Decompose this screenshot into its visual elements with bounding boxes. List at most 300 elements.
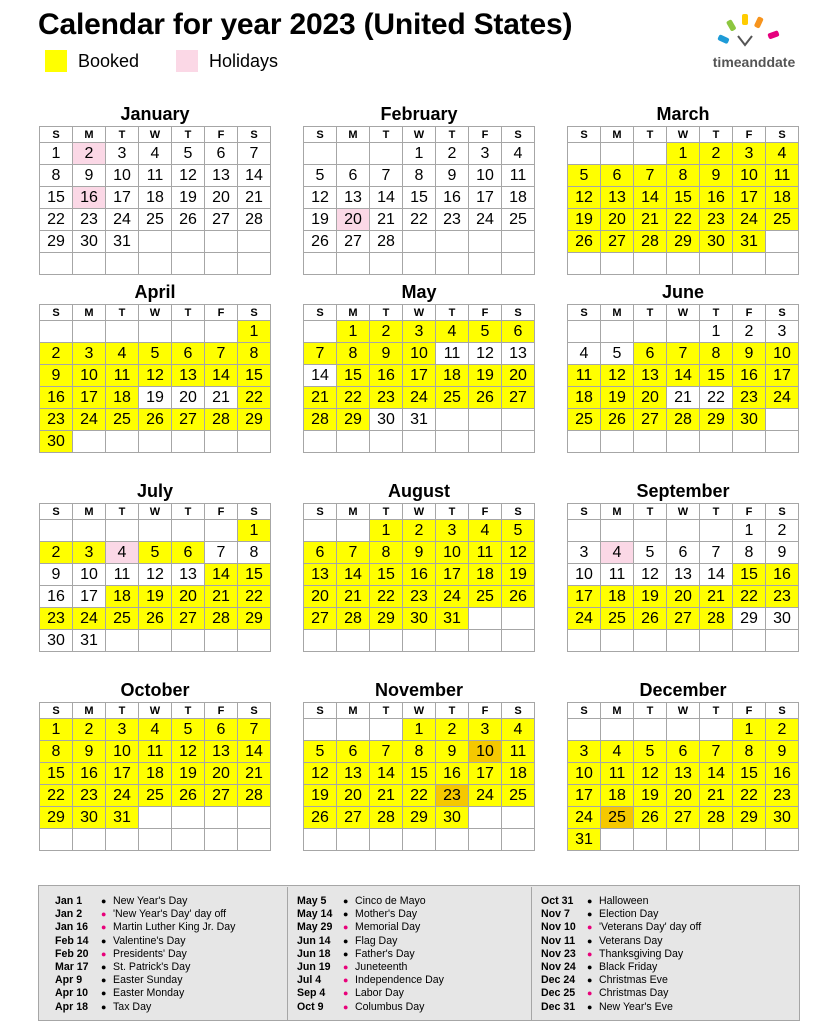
- day-cell: 30: [73, 807, 106, 829]
- day-cell: 10: [106, 165, 139, 187]
- empty-cell: [139, 431, 172, 453]
- empty-cell: [370, 143, 403, 165]
- day-cell: 26: [172, 785, 205, 807]
- day-cell: 3: [568, 741, 601, 763]
- day-cell: 28: [667, 409, 700, 431]
- day-cell: 30: [766, 608, 799, 630]
- day-cell: 18: [139, 763, 172, 785]
- holiday-item: [541, 935, 701, 948]
- day-cell: 14: [700, 564, 733, 586]
- legend-booked: [45, 50, 139, 72]
- day-cell: 2: [436, 719, 469, 741]
- day-cell: 8: [733, 741, 766, 763]
- day-cell: 28: [205, 608, 238, 630]
- empty-cell: [304, 253, 337, 275]
- day-cell: 6: [172, 542, 205, 564]
- day-cell: 20: [205, 187, 238, 209]
- empty-cell: [502, 231, 535, 253]
- holidays-column: [55, 895, 235, 1014]
- day-cell: 1: [238, 520, 271, 542]
- day-cell: 13: [205, 165, 238, 187]
- holiday-name: Martin Luther King Jr. Day: [113, 921, 236, 934]
- day-cell: 3: [106, 143, 139, 165]
- day-cell: 10: [766, 343, 799, 365]
- holidays-column: [297, 895, 444, 1014]
- day-cell: 20: [502, 365, 535, 387]
- empty-cell: [568, 253, 601, 275]
- day-cell: 30: [436, 807, 469, 829]
- day-cell: 3: [436, 520, 469, 542]
- empty-cell: [502, 431, 535, 453]
- bullet-icon: ●: [587, 948, 593, 959]
- day-cell: 7: [700, 542, 733, 564]
- holiday-item: [297, 908, 444, 921]
- weekday-header: M: [337, 127, 370, 143]
- empty-cell: [304, 431, 337, 453]
- month-table: [303, 126, 535, 275]
- day-cell: 13: [304, 564, 337, 586]
- day-cell: 18: [106, 586, 139, 608]
- day-cell: 25: [502, 209, 535, 231]
- month-name: October: [120, 680, 190, 700]
- day-cell: 14: [667, 365, 700, 387]
- day-cell: 19: [172, 763, 205, 785]
- day-cell: 25: [139, 209, 172, 231]
- month-table: [567, 126, 799, 275]
- day-cell: 5: [601, 343, 634, 365]
- holiday-item: [541, 987, 701, 1000]
- day-cell: 6: [304, 542, 337, 564]
- empty-cell: [205, 829, 238, 851]
- weekday-header: T: [634, 504, 667, 520]
- month-name: July: [136, 481, 174, 501]
- day-cell: 17: [403, 365, 436, 387]
- empty-cell: [634, 829, 667, 851]
- bullet-icon: ●: [343, 922, 349, 933]
- weekday-header: T: [370, 305, 403, 321]
- holiday-date: Mar 17: [55, 960, 89, 973]
- weekday-header: F: [469, 504, 502, 520]
- empty-cell: [469, 253, 502, 275]
- empty-cell: [601, 321, 634, 343]
- day-cell: 27: [634, 409, 667, 431]
- empty-cell: [667, 829, 700, 851]
- day-cell: 28: [370, 231, 403, 253]
- day-cell: 5: [139, 542, 172, 564]
- holiday-name: Juneteenth: [355, 960, 408, 973]
- day-cell: 18: [601, 586, 634, 608]
- holiday-item: [55, 908, 235, 921]
- weekday-header: F: [205, 305, 238, 321]
- empty-cell: [568, 431, 601, 453]
- day-cell: 15: [733, 564, 766, 586]
- day-cell: 29: [733, 807, 766, 829]
- holiday-item: [297, 987, 444, 1000]
- bullet-icon: ●: [587, 909, 593, 920]
- day-cell: 24: [73, 608, 106, 630]
- empty-cell: [568, 321, 601, 343]
- holiday-date: May 29: [297, 921, 333, 934]
- holiday-date: Jan 16: [55, 921, 88, 934]
- holiday-date: Dec 24: [541, 974, 576, 987]
- empty-cell: [106, 431, 139, 453]
- empty-cell: [634, 143, 667, 165]
- empty-cell: [139, 231, 172, 253]
- day-cell: 12: [304, 763, 337, 785]
- day-cell: 22: [238, 387, 271, 409]
- day-cell: 4: [502, 719, 535, 741]
- holiday-item: [55, 921, 235, 934]
- weekday-header: W: [403, 703, 436, 719]
- day-cell: 23: [370, 387, 403, 409]
- empty-cell: [766, 231, 799, 253]
- empty-cell: [403, 253, 436, 275]
- day-cell: 16: [436, 763, 469, 785]
- day-cell: 16: [766, 564, 799, 586]
- day-cell: 12: [634, 564, 667, 586]
- day-cell: 24: [766, 387, 799, 409]
- day-cell: 17: [733, 187, 766, 209]
- bullet-icon: ●: [101, 935, 107, 946]
- month-august: [303, 479, 535, 652]
- weekday-header: S: [502, 127, 535, 143]
- month-july: [39, 479, 271, 652]
- day-cell: 18: [601, 785, 634, 807]
- day-cell: 8: [700, 343, 733, 365]
- day-cell: 13: [667, 564, 700, 586]
- day-cell: 26: [304, 231, 337, 253]
- weekday-header: S: [304, 703, 337, 719]
- empty-cell: [337, 719, 370, 741]
- day-cell: 21: [304, 387, 337, 409]
- month-april: [39, 280, 271, 453]
- empty-cell: [733, 431, 766, 453]
- weekday-header: S: [766, 305, 799, 321]
- day-cell: 8: [238, 542, 271, 564]
- day-cell: 30: [766, 807, 799, 829]
- day-cell: 6: [667, 542, 700, 564]
- day-cell: 16: [766, 763, 799, 785]
- holiday-date: Nov 24: [541, 960, 576, 973]
- day-cell: 26: [139, 608, 172, 630]
- day-cell: 9: [733, 343, 766, 365]
- day-cell: 21: [634, 209, 667, 231]
- day-cell: 1: [667, 143, 700, 165]
- bullet-icon: ●: [101, 909, 107, 920]
- day-cell: 17: [469, 763, 502, 785]
- day-cell: 12: [601, 365, 634, 387]
- day-cell: 1: [700, 321, 733, 343]
- day-cell: 2: [436, 143, 469, 165]
- day-cell: 9: [766, 542, 799, 564]
- day-cell: 1: [403, 719, 436, 741]
- empty-cell: [436, 253, 469, 275]
- day-cell: 19: [469, 365, 502, 387]
- empty-cell: [601, 143, 634, 165]
- day-cell: 22: [40, 785, 73, 807]
- day-cell: 22: [667, 209, 700, 231]
- day-cell: 7: [205, 542, 238, 564]
- holiday-name: Memorial Day: [355, 921, 421, 934]
- empty-cell: [205, 231, 238, 253]
- day-cell: 16: [370, 365, 403, 387]
- day-cell: 11: [436, 343, 469, 365]
- month-table: [39, 304, 271, 453]
- day-cell: 26: [304, 807, 337, 829]
- day-cell: 29: [337, 409, 370, 431]
- day-cell: 12: [139, 365, 172, 387]
- month-name: March: [656, 104, 710, 124]
- day-cell: 6: [634, 343, 667, 365]
- day-cell: 13: [205, 741, 238, 763]
- day-cell: 2: [766, 719, 799, 741]
- day-cell: 29: [370, 608, 403, 630]
- day-cell: 22: [700, 387, 733, 409]
- empty-cell: [238, 829, 271, 851]
- day-cell: 4: [436, 321, 469, 343]
- empty-cell: [667, 321, 700, 343]
- empty-cell: [139, 321, 172, 343]
- weekday-header: T: [106, 127, 139, 143]
- empty-cell: [601, 630, 634, 652]
- day-cell: 16: [436, 187, 469, 209]
- day-cell: 3: [766, 321, 799, 343]
- empty-cell: [733, 829, 766, 851]
- day-cell: 12: [469, 343, 502, 365]
- empty-cell: [205, 630, 238, 652]
- weekday-header: M: [73, 504, 106, 520]
- day-cell: 9: [436, 741, 469, 763]
- weekday-header: T: [436, 127, 469, 143]
- day-cell: 3: [469, 143, 502, 165]
- holiday-name: Easter Monday: [113, 987, 185, 1000]
- empty-cell: [766, 409, 799, 431]
- day-cell: 29: [403, 807, 436, 829]
- holiday-date: Jan 1: [55, 895, 83, 907]
- day-cell: 11: [601, 564, 634, 586]
- empty-cell: [106, 321, 139, 343]
- day-cell: 31: [106, 807, 139, 829]
- month-september: [567, 479, 799, 652]
- day-cell: 21: [205, 387, 238, 409]
- weekday-header: W: [403, 127, 436, 143]
- month-october: [39, 678, 271, 851]
- day-cell: 22: [40, 209, 73, 231]
- empty-cell: [172, 520, 205, 542]
- holiday-name: Halloween: [599, 895, 649, 907]
- day-cell: 22: [238, 586, 271, 608]
- empty-cell: [601, 829, 634, 851]
- weekday-header: T: [634, 127, 667, 143]
- column-divider: [531, 887, 532, 1021]
- day-cell: 20: [172, 586, 205, 608]
- empty-cell: [73, 253, 106, 275]
- month-table: [39, 126, 271, 275]
- holiday-date: Nov 11: [541, 934, 576, 947]
- empty-cell: [40, 829, 73, 851]
- day-cell: 12: [172, 741, 205, 763]
- day-cell: 2: [370, 321, 403, 343]
- month-table: [39, 702, 271, 851]
- day-cell: 21: [370, 209, 403, 231]
- day-cell: 11: [106, 564, 139, 586]
- day-cell: 15: [40, 187, 73, 209]
- weekday-header: S: [40, 504, 73, 520]
- weekday-header: W: [139, 703, 172, 719]
- empty-cell: [172, 231, 205, 253]
- holiday-item: [55, 1001, 235, 1014]
- weekday-header: T: [436, 504, 469, 520]
- month-table: [567, 304, 799, 453]
- day-cell: 25: [766, 209, 799, 231]
- booked-swatch: [45, 50, 67, 72]
- empty-cell: [700, 829, 733, 851]
- day-cell: 9: [73, 741, 106, 763]
- holidays-column: [541, 895, 701, 1014]
- weekday-header: F: [733, 127, 766, 143]
- empty-cell: [568, 520, 601, 542]
- empty-cell: [601, 719, 634, 741]
- day-cell: 21: [337, 586, 370, 608]
- empty-cell: [766, 431, 799, 453]
- empty-cell: [238, 431, 271, 453]
- weekday-header: S: [502, 703, 535, 719]
- bullet-icon: ●: [101, 975, 107, 986]
- empty-cell: [304, 321, 337, 343]
- empty-cell: [106, 630, 139, 652]
- day-cell: 6: [205, 143, 238, 165]
- weekday-header: S: [568, 305, 601, 321]
- day-cell: 15: [403, 763, 436, 785]
- holiday-name: Columbus Day: [355, 1000, 425, 1013]
- empty-cell: [469, 608, 502, 630]
- empty-cell: [139, 253, 172, 275]
- day-cell: 5: [469, 321, 502, 343]
- empty-cell: [403, 431, 436, 453]
- holiday-date: Jul 4: [297, 974, 322, 987]
- bullet-icon: ●: [587, 896, 593, 906]
- day-cell: 1: [733, 520, 766, 542]
- weekday-header: S: [766, 504, 799, 520]
- bullet-icon: ●: [343, 948, 349, 959]
- day-cell: 29: [700, 409, 733, 431]
- empty-cell: [172, 829, 205, 851]
- weekday-header: W: [667, 127, 700, 143]
- day-cell: 3: [733, 143, 766, 165]
- day-cell: 12: [304, 187, 337, 209]
- empty-cell: [502, 829, 535, 851]
- empty-cell: [238, 630, 271, 652]
- holiday-item: [55, 895, 235, 908]
- day-cell: 6: [667, 741, 700, 763]
- day-cell: 26: [469, 387, 502, 409]
- column-divider: [287, 887, 288, 1021]
- day-cell: 18: [502, 187, 535, 209]
- day-cell: 30: [403, 608, 436, 630]
- holiday-name: Mother's Day: [355, 908, 418, 921]
- weekday-header: T: [634, 305, 667, 321]
- bullet-icon: ●: [587, 1001, 593, 1012]
- day-cell: 5: [172, 719, 205, 741]
- weekday-header: S: [304, 127, 337, 143]
- month-february: [303, 102, 535, 275]
- empty-cell: [634, 321, 667, 343]
- day-cell: 20: [601, 209, 634, 231]
- empty-cell: [436, 231, 469, 253]
- month-name: February: [380, 104, 458, 124]
- day-cell: 4: [601, 741, 634, 763]
- day-cell: 1: [40, 143, 73, 165]
- holiday-date: Nov 23: [541, 947, 576, 960]
- day-cell: 18: [139, 187, 172, 209]
- holiday-date: Nov 10: [541, 921, 576, 934]
- day-cell: 8: [40, 741, 73, 763]
- month-name: December: [639, 680, 727, 700]
- empty-cell: [634, 520, 667, 542]
- empty-cell: [73, 431, 106, 453]
- day-cell: 5: [634, 542, 667, 564]
- day-cell: 28: [337, 608, 370, 630]
- day-cell: 19: [634, 586, 667, 608]
- empty-cell: [601, 431, 634, 453]
- day-cell: 11: [601, 763, 634, 785]
- day-cell: 7: [337, 542, 370, 564]
- day-cell: 11: [139, 741, 172, 763]
- day-cell: 4: [139, 719, 172, 741]
- day-cell: 14: [370, 187, 403, 209]
- day-cell: 12: [172, 165, 205, 187]
- day-cell: 19: [139, 387, 172, 409]
- day-cell: 16: [733, 365, 766, 387]
- day-cell: 27: [667, 807, 700, 829]
- day-cell: 1: [40, 719, 73, 741]
- day-cell: 6: [172, 343, 205, 365]
- weekday-header: T: [370, 127, 403, 143]
- day-cell: 26: [634, 807, 667, 829]
- day-cell: 24: [469, 209, 502, 231]
- holidays-swatch: [176, 50, 198, 72]
- day-cell: 9: [73, 165, 106, 187]
- month-table: [567, 503, 799, 652]
- holiday-date: May 5: [297, 895, 327, 907]
- day-cell: 2: [733, 321, 766, 343]
- holiday-name: 'Veterans Day' day off: [599, 921, 702, 934]
- day-cell: 13: [172, 365, 205, 387]
- empty-cell: [469, 829, 502, 851]
- weekday-header: S: [304, 305, 337, 321]
- weekday-header: T: [436, 703, 469, 719]
- day-cell: 19: [502, 564, 535, 586]
- holiday-name: Cinco de Mayo: [355, 895, 426, 907]
- holiday-name: New Year's Day: [113, 895, 188, 907]
- day-cell: 10: [73, 365, 106, 387]
- day-cell: 20: [634, 387, 667, 409]
- day-cell: 17: [568, 586, 601, 608]
- empty-cell: [568, 143, 601, 165]
- day-cell: 16: [40, 586, 73, 608]
- day-cell: 27: [337, 807, 370, 829]
- timeanddate-logo[interactable]: [704, 12, 804, 76]
- day-cell: 23: [766, 586, 799, 608]
- day-cell: 23: [40, 608, 73, 630]
- day-cell: 31: [73, 630, 106, 652]
- holiday-name: Tax Day: [113, 1000, 152, 1013]
- bullet-icon: ●: [587, 975, 593, 986]
- day-cell: 15: [403, 187, 436, 209]
- day-cell: 5: [139, 343, 172, 365]
- day-cell: 15: [40, 763, 73, 785]
- day-cell: 23: [403, 586, 436, 608]
